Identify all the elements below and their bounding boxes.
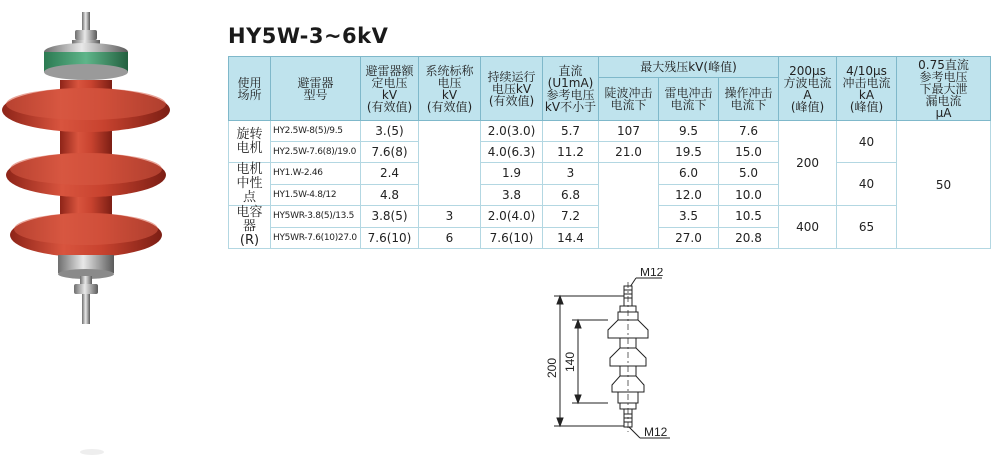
header-continuous-voltage-text: 持续运行 电压kV (有效值) (487, 69, 536, 108)
cell-switching: 7.6 (719, 121, 779, 142)
product-title: HY5W-3~6kV (228, 24, 389, 48)
cell-impulse: 40 (837, 163, 897, 206)
header-switching-text: 操作冲击 电流下 (724, 86, 773, 112)
cell-continuous: 7.6(10) (481, 227, 543, 249)
cell-rated: 7.6(10) (361, 227, 419, 249)
cell-steep (599, 163, 659, 249)
header-usage-text: 使用 场所 (237, 75, 262, 102)
cell-continuous: 4.0(6.3) (481, 142, 543, 163)
group-rotating-motor-text: 旋转 电机 (236, 126, 263, 156)
top-thread-label: M12 (640, 268, 664, 279)
header-impulse (837, 57, 897, 121)
cell-impulse: 40 (837, 121, 897, 163)
header-leakage (897, 57, 991, 121)
cell-rated: 3.(5) (361, 121, 419, 142)
cell-rated: 3.8(5) (361, 206, 419, 228)
group-capacitor (229, 206, 271, 249)
header-switching (719, 78, 779, 121)
spec-table (228, 56, 991, 249)
header-square-wave-text: 200μs 方波电流 A (峰值) (783, 63, 832, 114)
cell-model: HY2.5W-7.6(8)/19.0 (271, 142, 361, 163)
header-model (271, 57, 361, 121)
group-motor-neutral-text: 电机 中性点 (236, 162, 263, 205)
cell-rated: 4.8 (361, 184, 419, 206)
header-lightning-text: 雷电冲击 电流下 (664, 86, 713, 112)
cell-model: HY1.5W-4.8/12 (271, 184, 361, 206)
cell-lightning: 12.0 (659, 184, 719, 206)
header-system-voltage-text: 系统标称 电压 kV (有效值) (425, 63, 474, 114)
cell-rated: 2.4 (361, 163, 419, 185)
header-lightning (659, 78, 719, 121)
cell-impulse: 65 (837, 206, 897, 249)
header-residual-group (599, 57, 779, 78)
header-square-wave (779, 57, 837, 121)
arrester-outline (608, 282, 648, 432)
cell-lightning: 9.5 (659, 121, 719, 142)
cell-system: 6 (419, 227, 481, 249)
cell-rated: 7.6(8) (361, 142, 419, 163)
header-model-text: 避雷器 型号 (297, 75, 334, 102)
header-usage (229, 57, 271, 121)
cell-switching: 15.0 (719, 142, 779, 163)
cell-steep: 107 (599, 121, 659, 142)
group-rotating-motor (229, 121, 271, 163)
cell-dc-ref: 11.2 (543, 142, 599, 163)
header-rated-voltage (361, 57, 419, 121)
header-dc-reference (543, 57, 599, 121)
cell-lightning: 27.0 (659, 227, 719, 249)
header-steep-wave-text: 陡波冲击 电流下 (604, 86, 653, 112)
shed-height-label: 140 (563, 351, 577, 373)
table-row (229, 121, 991, 142)
cell-continuous: 2.0(3.0) (481, 121, 543, 142)
cell-square-wave: 200 (779, 121, 837, 206)
cell-continuous: 3.8 (481, 184, 543, 206)
cell-model: HY5WR-7.6(10)27.0 (271, 227, 361, 249)
cell-switching: 10.0 (719, 184, 779, 206)
cell-dc-ref: 7.2 (543, 206, 599, 228)
cell-model: HY1.W-2.46 (271, 163, 361, 185)
cell-lightning: 19.5 (659, 142, 719, 163)
bottom-thread-label: M12 (644, 425, 668, 439)
header-continuous-voltage (481, 57, 543, 121)
header-steep-wave (599, 78, 659, 121)
header-impulse-text: 4/10μs 冲击电流 kA (峰值) (842, 63, 891, 114)
cell-model: HY2.5W-8(5)/9.5 (271, 121, 361, 142)
overall-height-label: 200 (545, 357, 559, 379)
cell-continuous: 1.9 (481, 163, 543, 185)
cell-steep: 21.0 (599, 142, 659, 163)
cell-dc-ref: 6.8 (543, 184, 599, 206)
header-rated-voltage-text: 避雷器额 定电压 kV (有效值) (365, 63, 414, 114)
cell-switching: 20.8 (719, 227, 779, 249)
cell-switching: 10.5 (719, 206, 779, 228)
header-leakage-text: 0.75直流 参考电压 下最大泄 漏电流 μA (918, 57, 969, 120)
cell-lightning: 6.0 (659, 163, 719, 185)
cell-dc-ref: 3 (543, 163, 599, 185)
cell-continuous: 2.0(4.0) (481, 206, 543, 228)
group-motor-neutral (229, 163, 271, 206)
group-capacitor-text: 电容器 (R) (236, 205, 263, 248)
cell-dc-ref: 5.7 (543, 121, 599, 142)
cell-system: 3 (419, 206, 481, 228)
dimension-drawing (540, 268, 740, 457)
header-residual-group-text: 最大残压kV(峰值) (640, 60, 737, 74)
header-dc-reference-text: 直流 (U1mA) 参考电压 kV不小于 (544, 63, 597, 114)
cell-model: HY5WR-3.8(5)/13.5 (271, 206, 361, 228)
cell-dc-ref: 14.4 (543, 227, 599, 249)
cell-switching: 5.0 (719, 163, 779, 185)
cell-leakage: 50 (897, 121, 991, 249)
product-photo (0, 0, 215, 457)
header-system-voltage (419, 57, 481, 121)
cell-lightning: 3.5 (659, 206, 719, 228)
table-row (229, 163, 991, 185)
cell-square-wave: 400 (779, 206, 837, 249)
cell-system (419, 121, 481, 206)
